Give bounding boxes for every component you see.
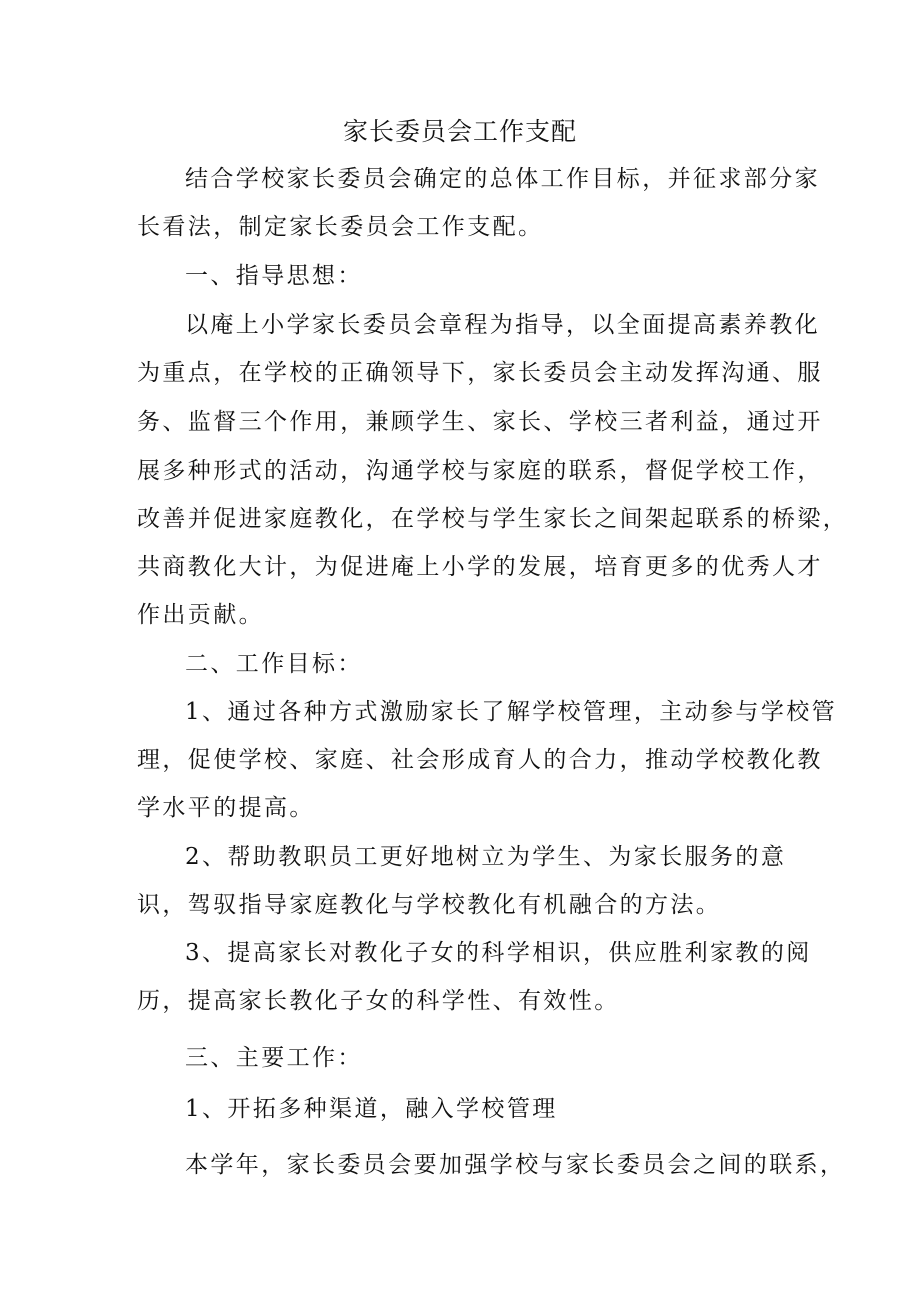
paragraph-line: 学水平的提高。	[137, 795, 315, 821]
section-heading: 二、工作目标：	[185, 651, 363, 677]
paragraph-line: 作出贡献。	[137, 602, 264, 628]
paragraph-line: 长看法，制定家长委员会工作支配。	[137, 214, 544, 240]
paragraph-line: 历，提高家长教化子女的科学性、有效性。	[137, 988, 620, 1014]
paragraph-line: 1、通过各种方式激励家长了解学校管理，主动参与学校管	[185, 699, 838, 725]
paragraph-line: 共商教化大计，为促进庵上小学的发展，培育更多的优秀人才	[137, 554, 823, 580]
paragraph-line: 2、帮助教职员工更好地树立为学生、为家长服务的意	[185, 844, 787, 870]
paragraph-line: 3、提高家长对教化子女的科学相识，供应胜利家教的阅	[185, 940, 812, 966]
paragraph-line: 展多种形式的活动，沟通学校与家庭的联系，督促学校工作，	[137, 458, 823, 484]
paragraph-line: 理，促使学校、家庭、社会形成育人的合力，推动学校教化教	[137, 747, 823, 773]
subsection-heading: 1、开拓多种渠道，融入学校管理	[185, 1096, 558, 1122]
paragraph-line: 结合学校家长委员会确定的总体工作目标，并征求部分家	[185, 166, 820, 192]
paragraph-line: 识，驾驭指导家庭教化与学校教化有机融合的方法。	[137, 892, 722, 918]
paragraph-line: 改善并促进家庭教化，在学校与学生家长之间架起联系的桥梁，	[137, 506, 849, 532]
paragraph-line: 为重点，在学校的正确领导下，家长委员会主动发挥沟通、服	[137, 360, 823, 386]
paragraph-line: 以庵上小学家长委员会章程为指导，以全面提高素养教化	[185, 312, 820, 338]
paragraph-line: 务、监督三个作用，兼顾学生、家长、学校三者利益，通过开	[137, 409, 823, 435]
section-heading: 一、指导思想：	[185, 263, 363, 289]
document-title: 家长委员会工作支配	[342, 117, 577, 146]
paragraph-line: 本学年，家长委员会要加强学校与家长委员会之间的联系，	[185, 1152, 846, 1178]
section-heading: 三、主要工作：	[185, 1045, 363, 1071]
